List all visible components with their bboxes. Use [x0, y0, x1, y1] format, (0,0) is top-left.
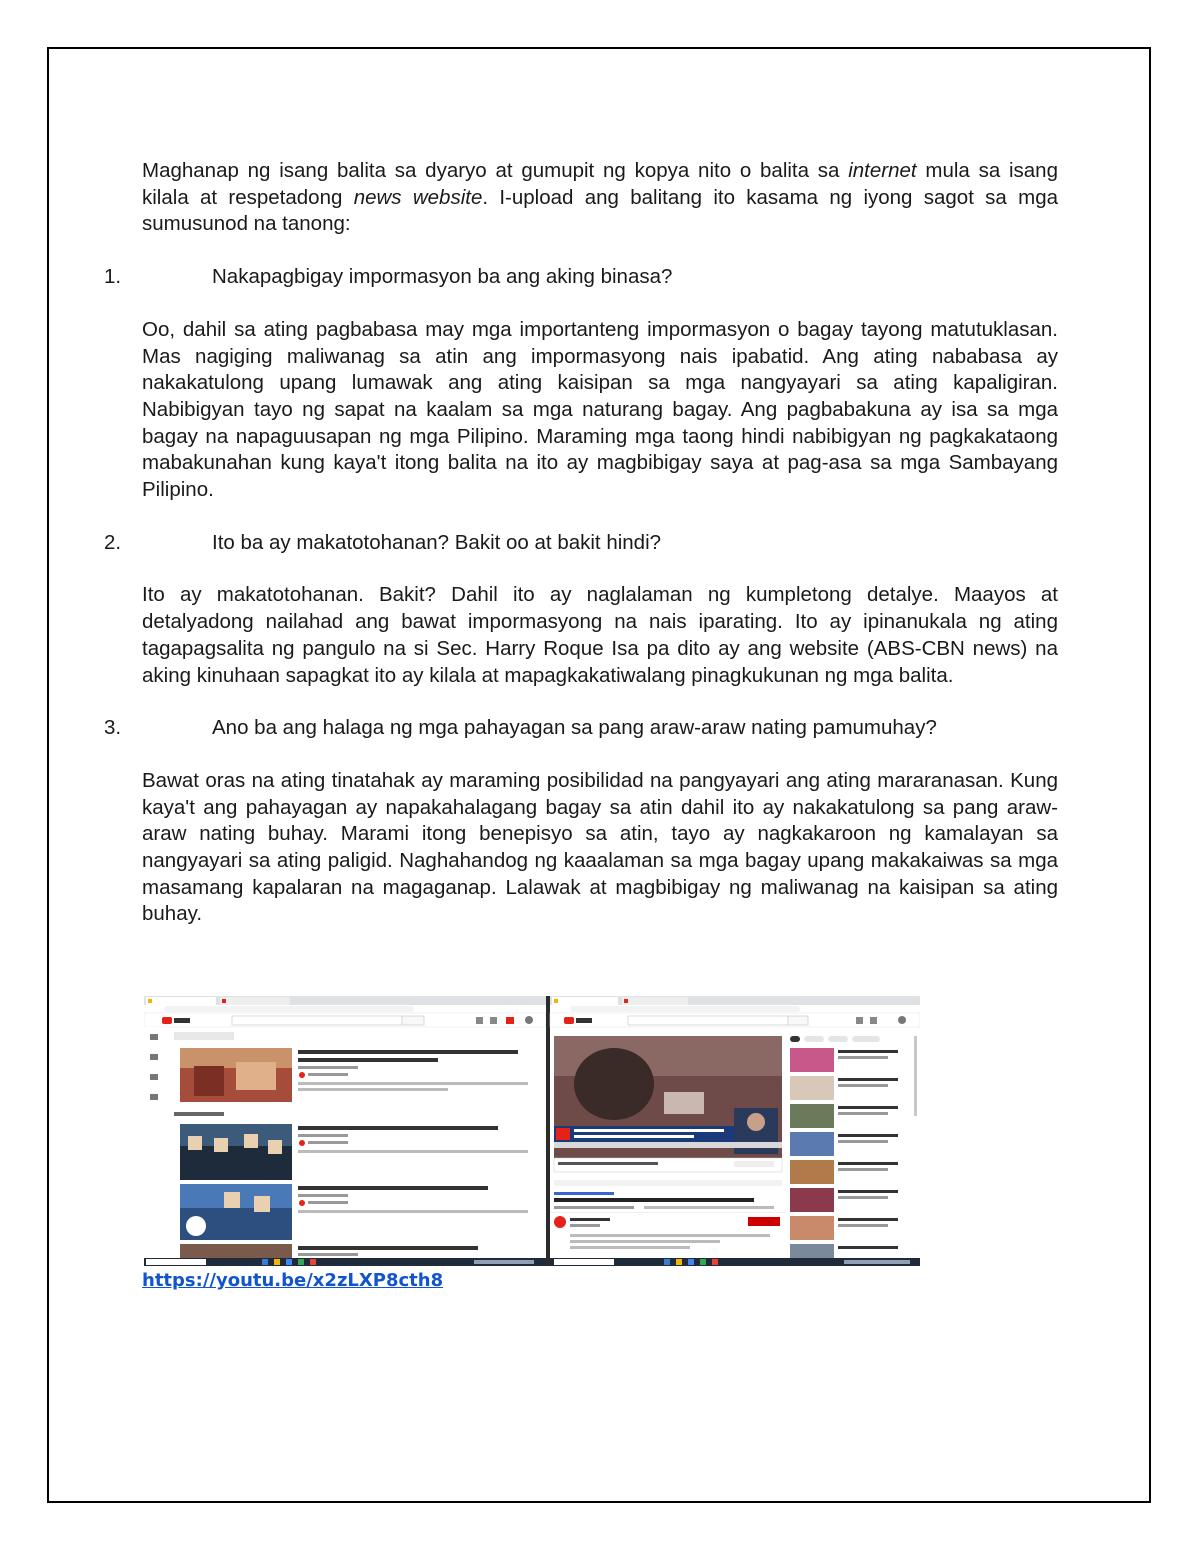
intro-text-1: Maghanap ng isang balita sa dyaryo at gumupit ng kopya nito o balita sa: [142, 159, 849, 182]
question-3-number: 3.: [104, 716, 122, 740]
youtube-link[interactable]: https://youtu.be/x2zLXP8cth8: [142, 1270, 444, 1291]
right-browser-window: [550, 996, 920, 1266]
question-1-text: Nakapagbigay impormasyon ba ang aking binasa?: [212, 265, 673, 289]
screenshot-image: [144, 996, 920, 1266]
intro-paragraph: [142, 158, 1058, 238]
intro-text-2: mula sa isang kilala at respetadong: [142, 159, 1058, 209]
intro-em-news-website: news website: [353, 185, 483, 209]
left-browser-window: [144, 996, 546, 1266]
document-body: [104, 158, 1059, 928]
answer-1: Oo, dahil sa ating pagbabasa may mga importanteng impormasyon o bagay tayong matutuklasan. Mas nagiging maliwanag sa atin ang impormasyong nais ipabatid. Ang ating nababasa ay nakakatulong upang lumawak ang ating kaisipan sa mga nangyayari sa ating kapaligiran. Nabibigyan tayo ng sapat na kaalam sa mga naturang bagay. Ang pagbabakuna ay isa sa mga bagay na napaguusapan ng mga Pilipino. Maraming mga taong hindi nabibigyan ng pagkakataong mabakunahan kung kaya't itong balita na ito ay magbibigay saya at pag-asa sa mga Sambayang Pilipino.: [142, 317, 1058, 502]
intro-text-3: . I-upload ang balitang ito kasama ng iyong sagot sa mga sumusunod na tanong:: [142, 185, 1059, 236]
question-3-text: Ano ba ang halaga ng mga pahayagan sa pang araw-araw nating pamumuhay?: [212, 716, 937, 740]
question-2: [104, 530, 1058, 557]
question-1: [104, 264, 1058, 291]
answer-3: Bawat oras na ating tinatahak ay maraming posibilidad na pangyayari ang ating mararanasan. Kung kaya't ang pahayagan ay napakahalagang bagay sa atin dahil ito ay nakakatulong sa pang araw-araw nating buhay. Marami itong benepisyo sa atin, tayo ay nagkakaroon ng kamalayan sa nangyayari sa ating paligid. Naghahandog ng kaaalaman sa mga bagay upang makakaiwas sa mga masamang kapalaran na magaganap. Lalawak at magbibigay ng maliwanag na kaisipan sa ating buhay.: [142, 768, 1058, 926]
answer-2: Ito ay makatotohanan. Bakit? Dahil ito ay naglalaman ng kumpletong detalye. Maayos at detalyadong nailahad ang bawat impormasyong na nais iparating. Ito ay ipinanukala ng ating tagapagsalita ng pangulo na si Sec. Harry Roque Isa pa dito ay ang website (ABS-CBN news) na aking kinuhaan sapagkat ito ay kilala at mapagkakatiwalang pinagkukunan ng mga balita.: [142, 583, 1058, 687]
question-3: [104, 715, 1058, 742]
question-1-number: 1.: [104, 265, 122, 289]
question-2-text: Ito ba ay makatotohanan? Bakit oo at bakit hindi?: [212, 530, 662, 554]
question-2-number: 2.: [104, 530, 122, 554]
intro-em-internet: internet: [848, 159, 917, 182]
